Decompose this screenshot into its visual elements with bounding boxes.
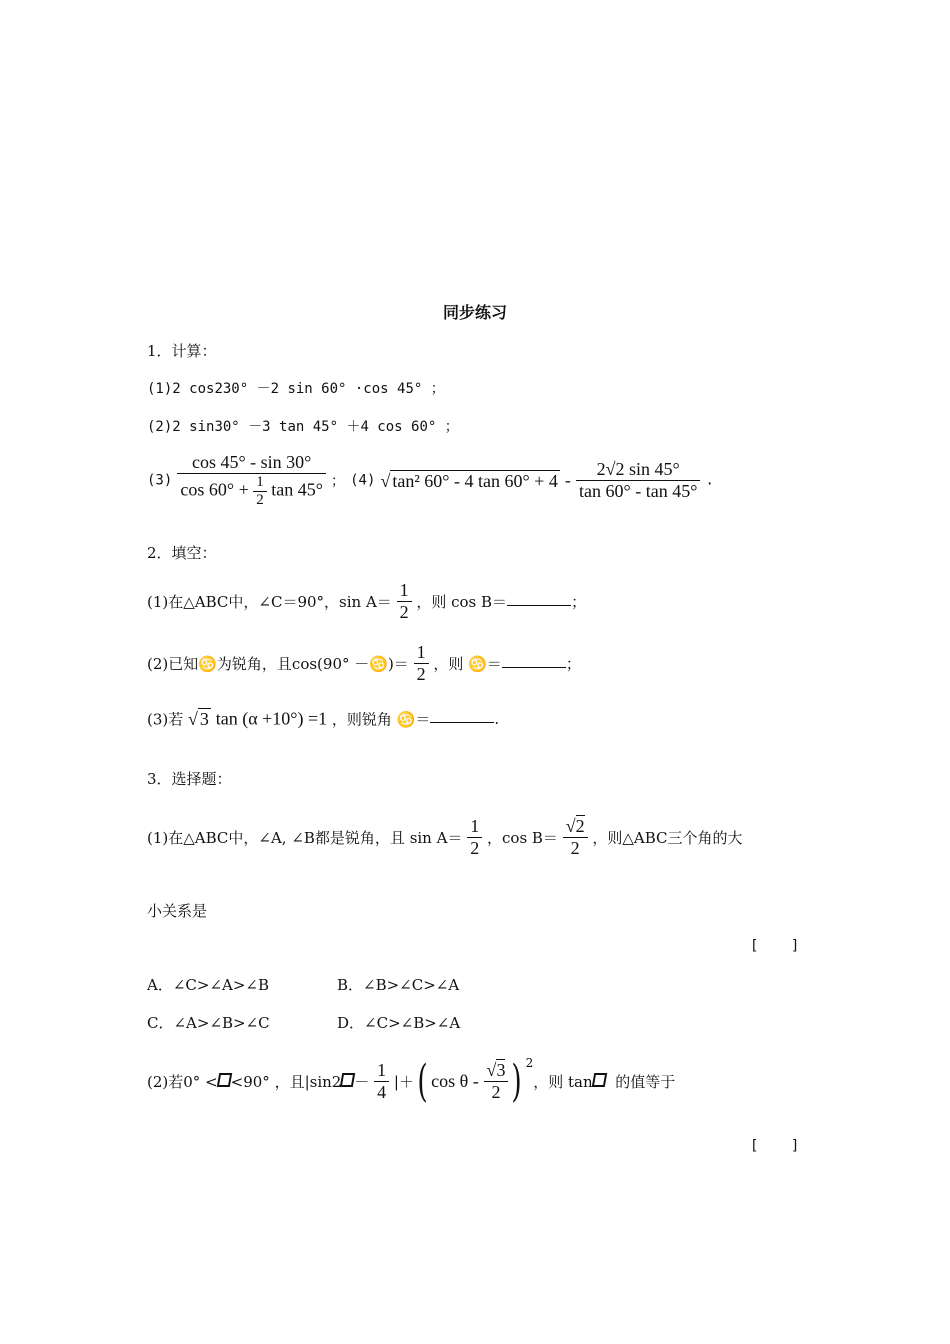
q1-p3-denominator	[177, 474, 326, 509]
q3-p1-den-a: 2	[470, 838, 480, 858]
q2-p2-blank	[502, 653, 566, 668]
option-c: C．∠A>∠B>∠C	[147, 1014, 270, 1032]
q3-p2-text-b: <90° ，且|sin2	[230, 1073, 342, 1091]
q1-p3-den-b: tan 45°	[271, 479, 323, 500]
q2-p1-den: 2	[399, 602, 409, 622]
q3-p1-text-c: ，则△ABC三个角的大	[592, 829, 743, 847]
q2-part3	[147, 708, 499, 730]
q2-p3-blank	[430, 708, 494, 723]
q1-p4-label: (4)	[350, 472, 376, 489]
q1-p4-radicand: tan² 60° - 4 tan 60° + 4	[392, 470, 558, 491]
q3-p2-text-e: ，则 tan	[533, 1073, 593, 1091]
q3-p2-quarter-num: 1	[374, 1060, 389, 1082]
q2-p3-sqrt: √ 3	[188, 709, 209, 729]
q3-p1-text-a: (1)在△ABC中，∠A, ∠B都是锐角，且 sin A＝	[147, 829, 463, 847]
q1-part2	[147, 416, 459, 436]
q2-p2-text-b: ，则 ♋＝	[433, 655, 502, 673]
q3-p2-fraction-root3	[484, 1060, 509, 1103]
theta-box-icon	[216, 1073, 231, 1087]
q3-part2	[147, 1056, 675, 1107]
q3-p2-text-c: －	[354, 1073, 370, 1091]
q2-part1	[147, 580, 586, 623]
q1-p4-sqrt: √ tan² 60° - 4 tan 60° + 4	[380, 470, 558, 491]
q3-p2-cos: cos θ -	[431, 1071, 479, 1091]
q1-p4-fraction	[576, 459, 700, 502]
q2-p3-end: .	[494, 710, 500, 728]
option-b: B．∠B>∠C>∠A	[337, 976, 460, 994]
q2-p2-num: 1	[414, 642, 429, 664]
q3-label: 3．选择题：	[147, 770, 232, 788]
q2-p3-text-a: (3)若	[147, 710, 184, 729]
q2-p2-fraction	[414, 642, 429, 685]
q1-separator: ；	[331, 473, 346, 490]
q1-part3-4	[147, 452, 714, 509]
half-fraction	[253, 474, 267, 509]
q1-p3-label: (3)	[147, 472, 173, 489]
q2-p1-num: 1	[397, 580, 412, 602]
q3-p2-quarter-den: 4	[377, 1082, 387, 1102]
q1-p3-den-a: cos 60° +	[180, 479, 249, 500]
right-paren-icon: )	[511, 1056, 523, 1107]
q3-p1-fraction-b	[563, 816, 588, 859]
q3-p2-fraction-quarter	[374, 1060, 389, 1103]
answer-bracket-1: [ ]	[750, 938, 800, 954]
q1-p3-fraction	[177, 452, 326, 509]
q2-p2-end: ；	[565, 655, 581, 673]
q2-p1-text-b: ，则 cos B＝	[416, 593, 508, 611]
q1-p2-label: (2)	[147, 419, 173, 435]
q2-p1-end: ；	[571, 593, 587, 611]
q1-p4-numerator: 2√2 sin 45°	[576, 459, 700, 481]
half-num: 1	[253, 474, 267, 492]
q1-p1-label: (1)	[147, 381, 173, 397]
q3-p1-text-b: ，cos B＝	[487, 829, 558, 847]
q3-p2-text-a: (2)若0° <	[147, 1073, 218, 1091]
half-den: 2	[256, 492, 264, 508]
q2-p3-text-b: ，则锐角 ♋＝	[331, 710, 431, 729]
q2-p2-text-a: (2)已知♋为锐角，且cos(90° －♋)＝	[147, 655, 409, 673]
q1-end: .	[705, 472, 714, 489]
q2-p1-blank	[507, 591, 571, 606]
q2-label: 2．填空：	[147, 544, 217, 562]
q1-p4-denominator: tan 60° - tan 45°	[579, 481, 698, 501]
q1-p4-minus: -	[564, 470, 571, 490]
q3-p2-root3-num: √3	[484, 1060, 509, 1082]
q1-label: 1．计算：	[147, 342, 217, 360]
q3-p1-continuation: 小关系是	[147, 902, 208, 920]
q1-p2-text: 2 sin30° －3 tan 45° ＋4 cos 60° ；	[172, 419, 459, 435]
q1-part1	[147, 378, 445, 398]
q3-p1-num-a: 1	[467, 816, 482, 838]
q2-part2	[147, 642, 581, 685]
q1-p3-numerator: cos 45° - sin 30°	[177, 452, 326, 474]
q2-p3-radicand: 3	[199, 709, 209, 729]
q1-p1-text: 2 cos230° －2 sin 60° ·cos 45° ；	[172, 381, 445, 397]
q3-p2-text-f: 的值等于	[615, 1073, 676, 1091]
option-a: A．∠C>∠A>∠B	[147, 976, 270, 994]
q2-p1-text-a: (1)在△ABC中，∠C＝90°，sin A＝	[147, 593, 392, 611]
q2-p2-den: 2	[416, 664, 426, 684]
answer-bracket-2: [ ]	[750, 1138, 800, 1154]
q3-p1-sqrt2: 2	[575, 816, 585, 836]
q3-p1-den-b: 2	[570, 838, 580, 858]
q3-p2-sqrt3: 3	[496, 1060, 506, 1080]
q3-p2-text-d: |＋	[393, 1073, 414, 1091]
q3-part1	[147, 816, 743, 859]
page-title: 同步练习	[443, 303, 508, 322]
q3-p1-fraction-a	[467, 816, 482, 859]
option-d: D．∠C>∠B>∠A	[337, 1014, 461, 1032]
q2-p1-fraction	[397, 580, 412, 623]
q3-p2-square: 2	[525, 1056, 534, 1070]
left-paren-icon: (	[417, 1056, 428, 1107]
theta-box-icon	[591, 1073, 606, 1087]
q3-p1-num-b: √2	[563, 816, 588, 838]
q3-p2-root3-den: 2	[491, 1082, 501, 1102]
q2-p3-expression: tan (α +10°) =1	[215, 708, 328, 729]
